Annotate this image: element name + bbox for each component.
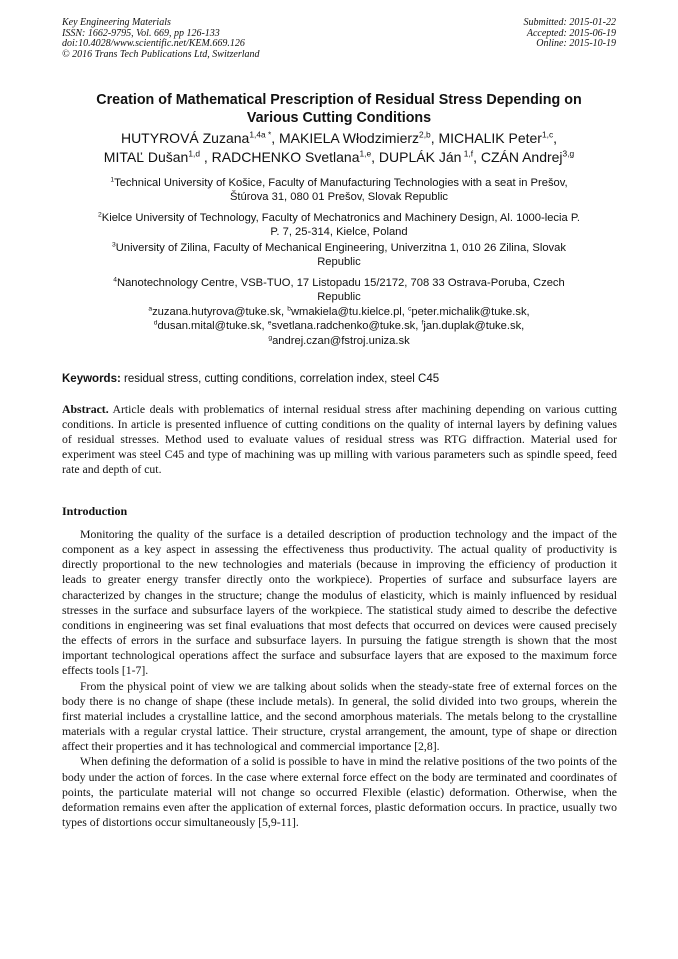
issn-line: ISSN: 1662-9795, Vol. 669, pp 126-133 [62, 27, 220, 39]
email-address: peter.michalik@tuke.sk, [411, 306, 530, 318]
affiliation-text: University of Zilina, Faculty of Mechanical Engineering, Univerzitna 1, 010 26 Zilina, Slovak [115, 242, 566, 254]
email-address: zuzana.hutyrova@tuke.sk, [152, 306, 288, 318]
affiliation-2 [50, 211, 628, 240]
affiliation-line [50, 276, 628, 290]
email-line-2 [50, 319, 628, 333]
author-sup: 1,e [359, 148, 372, 159]
author-sup: 1,4a * [249, 129, 272, 140]
email-address: wmakiela@tu.kielce.pl, [290, 306, 408, 318]
title-line-2: Various Cutting Conditions [246, 109, 432, 126]
author-name: , MICHALIK Peter [430, 130, 542, 146]
copyright-line: © 2016 Trans Tech Publications Ltd, Switzerland [62, 48, 260, 60]
author-line-1 [30, 129, 648, 148]
author-list [30, 129, 648, 167]
affiliation-sup: 1 [110, 176, 115, 184]
author-name: , MAKIELA Włodzimierz [271, 130, 420, 146]
author-name: HUTYROVÁ Zuzana [120, 130, 250, 146]
keywords-label: Keywords: [62, 373, 121, 385]
affiliation-text: Nanotechnology Centre, VSB-TUO, 17 Listopadu 15/2172, 708 33 Ostrava-Poruba, Czech [116, 277, 565, 289]
email-address: dusan.mital@tuke.sk, [157, 320, 268, 333]
abstract-text: Article deals with problematics of internal residual stress after machining depending on various cutting conditions. In article is presented influence of cutting conditions on the quality of internal layers by defining values of residual stresses. Method used to evaluate values of residual stress was RTG diffraction. Material used for experiment was steel C45 and type of machining was up milling with various parameters such as spindle speed, feed rate and depth of cut. [62, 403, 617, 477]
email-sup: f [421, 319, 424, 327]
body-paragraph: From the physical point of view we are talking about solids when the steady-state free of external forces on the body there is no change of shape (these include metals). In general, the solid divided into two groups, wherein the first material includes a crystalline lattice, and the second amorphous materials. The metals belong to the crystalline materials with a regular crystal lattice. Their structure, crystal arrangement, the amount, type of shape or direction affect their properties and it has technological and commercial importance [2,8]. [62, 679, 617, 754]
author-name: MITAĽ Dušan [103, 149, 189, 165]
affiliation-text: P. 7, 25-314, Kielce, Poland [270, 226, 408, 239]
abstract-label: Abstract. [62, 403, 109, 416]
email-list [50, 305, 628, 348]
introduction-body [62, 527, 617, 830]
affiliation-text: Kielce University of Technology, Faculty of Mechatronics and Machinery Design, Al. 1000-lecia P. [101, 212, 580, 224]
author-sup: 2,b [419, 129, 431, 140]
author-sup: 1,f [461, 148, 474, 159]
body-paragraph: When defining the deformation of a solid is possible to have in mind the relative positions of the two points of the body under the action of forces. In the case where external force effect on the body are terminated and coordinates of points, the particulate material will not change so occurred Flexible (elastic) deformation. Otherwise, when the deformation remains even after the application of external forces, plastic deformation occurs. In practice, usually two types of distortions occur simultaneously [5,9-11]. [62, 755, 617, 829]
email-sup: c [408, 305, 412, 313]
email-address: andrej.czan@fstroj.uniza.sk [272, 334, 410, 347]
author-sup: 1,c [541, 129, 554, 140]
section-heading-introduction: Introduction [62, 504, 128, 518]
doi-line: doi:10.4028/www.scientific.net/KEM.669.126 [62, 38, 245, 50]
author-name: , DUPLÁK Ján [371, 149, 462, 165]
journal-name: Key Engineering Materials [62, 17, 171, 28]
email-sup: e [267, 319, 272, 327]
affiliation-line [50, 241, 628, 255]
affiliation-text: Republic [317, 291, 361, 304]
keywords [62, 372, 617, 386]
email-sup: g [268, 334, 273, 342]
accepted-date: Accepted: 2015-06-19 [526, 27, 616, 39]
email-sup: d [153, 319, 158, 327]
abstract [62, 402, 617, 477]
email-line-1 [50, 305, 628, 319]
affiliation-line [50, 176, 628, 190]
author-sup: 3,g [562, 148, 575, 159]
email-sup: b [287, 305, 291, 313]
affiliation-3 [50, 241, 628, 270]
author-separator: , [553, 130, 558, 146]
affiliation-text: Technical University of Košice, Faculty of Manufacturing Technologies with a seat in Prešov, [114, 177, 568, 189]
author-name: , RADCHENKO Svetlana [200, 149, 360, 165]
affiliation-line [50, 211, 628, 225]
affiliation-sup: 4 [113, 276, 117, 284]
affiliation-sup: 2 [98, 211, 102, 219]
affiliation-text: Republic [317, 256, 361, 269]
online-date: Online: 2015-10-19 [536, 38, 616, 50]
email-line-3 [50, 334, 628, 348]
author-sup: 1,d [188, 148, 200, 159]
paper-title [40, 92, 638, 127]
email-sup: a [148, 305, 153, 313]
affiliation-sup: 3 [112, 241, 116, 249]
affiliation-1 [50, 176, 628, 205]
title-line-1: Creation of Mathematical Prescription of Residual Stress Depending on [96, 92, 582, 108]
running-header-left [62, 18, 260, 60]
email-address: svetlana.radchenko@tuke.sk, [271, 320, 422, 333]
author-name: , CZÁN Andrej [473, 149, 563, 165]
author-line-2 [30, 148, 648, 167]
email-address: jan.duplak@tuke.sk, [423, 320, 525, 333]
keywords-text: residual stress, cutting conditions, correlation index, steel C45 [120, 373, 440, 385]
affiliation-4 [50, 276, 628, 305]
body-paragraph: Monitoring the quality of the surface is a detailed description of production technology and the impact of the component as a key aspect in assessing the effectiveness thus productivity. The actual quality of productivity is directly proportional to the new technologies and materials (because in improving the efficiency of production it leads to greater energy transfer directly onto the workpiece). Properties of surface and subsurface layers are characterized by changes in the structure; change the modulus of elasticity, which is mainly influenced by residual stresses in the surface and subsurface layers of the workpiece. The statistical study aimed to describe the defective conditions in engineering was set final evaluations that most defects that occurred on devices were caused precisely the effects of errors in the surface and subsurface layers. In pursuing the fatigue strength is shown that the most important technological operations affect the surface and subsurface layers that are exposed to the maximum force effects tools [1-7]. [62, 528, 617, 678]
submitted-date: Submitted: 2015-01-22 [523, 17, 616, 28]
running-header-right [524, 18, 617, 50]
affiliation-text: Štúrova 31, 080 01 Prešov, Slovak Republic [229, 191, 449, 204]
